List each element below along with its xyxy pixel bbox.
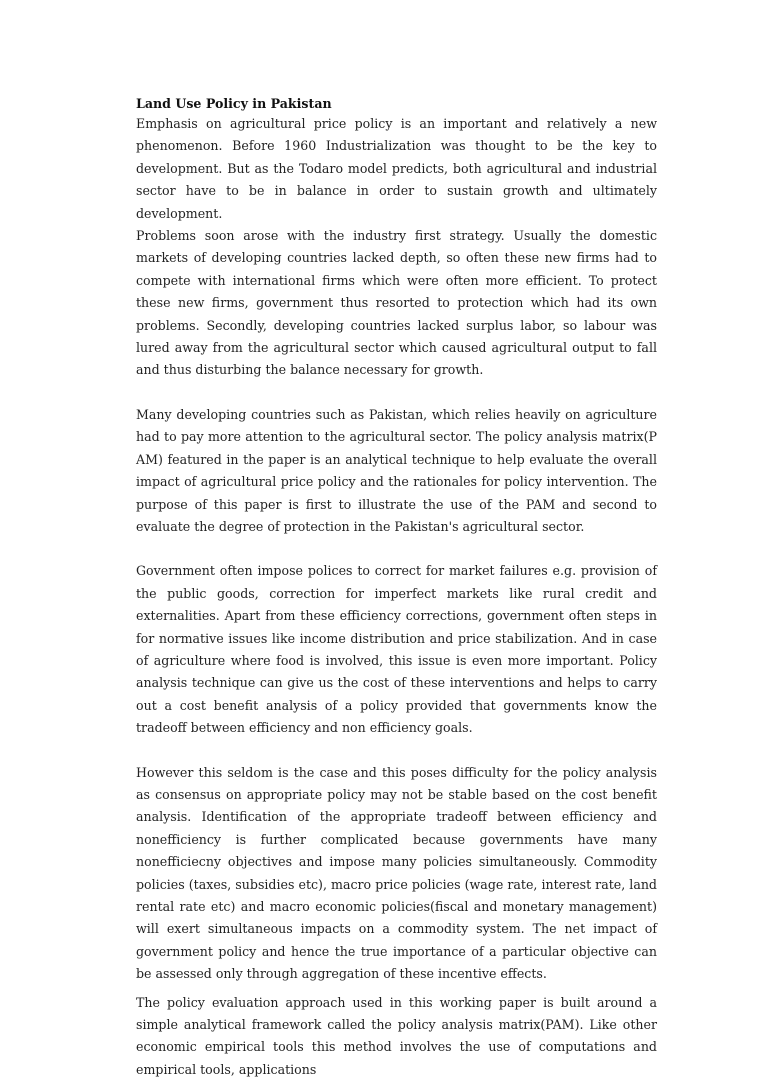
document-title: Land Use Policy in Pakistan bbox=[136, 96, 332, 111]
paragraph-2: Problems soon arose with the industry first strategy. Usually the domestic markets of developing countries lacked depth, so often these new firms had to compete with international firms which were often more efficient. To protect these new firms, government thus resorted to protection which had its own problems. Secondly, developing countries lacked surplus labor, so labour was lured away from the agricultural sector which caused agricultural output to fall and thus disturbing the balance necessary for growth. bbox=[136, 228, 657, 378]
paragraph-5: However this seldom is the case and this poses difficulty for the policy analysis as consensus on appropriate policy may not be stable based on the cost benefit analysis. Identification of the appropriate tradeoff between efficiency and nonefficiency is further complicated because governments have many nonefficiecny objectives and impose many policies simultaneously. Commodity policies (taxes, subsidies etc), macro price policies (wage rate, interest rate, land rental rate etc) and macro economic policies(fiscal and monetary management) will exert simultaneous impacts on a commodity system. The net impact of government policy and hence the true importance of a particular objective can be assessed only through aggregation of these incentive effects. bbox=[136, 764, 657, 982]
document-body bbox=[136, 95, 657, 1081]
paragraph-spacer bbox=[136, 740, 657, 762]
paragraph-3: Many developing countries such as Pakistan, which relies heavily on agriculture had to pay more attention to the agricultural sector. The policy analysis matrix(P AM) featured in the paper is an analytical technique to help evaluate the overall impact of agricultural price policy and the rationales for policy intervention. The purpose of this paper is first to illustrate the use of the PAM and second to evaluate the degree of protection in the Pakistan's agricultural sector. bbox=[136, 406, 657, 534]
paragraph-4: Government often impose polices to correct for market failures e.g. provision of the public goods, correction for imperfect markets like rural credit and externalities. Apart from these efficiency corrections, government often steps in for normative issues like income distribution and price stabilization. And in case of agriculture where food is involved, this issue is even more important. Policy analysis technique can give us the cost of these interventions and helps to carry out a cost benefit analysis of a policy provided that governments know the tradeoff between efficiency and non efficiency goals. bbox=[136, 563, 657, 736]
paragraph-1: Emphasis on agricultural price policy is an important and relatively a new phenomenon. Before 1960 Industrialization was thought to be the key to development. But as the Todaro model predicts, both agricultural and industrial sector have to be in balance in order to sustain growth and ultimately development. bbox=[136, 116, 657, 221]
paragraph-6: The policy evaluation approach used in this working paper is built around a simple analytical framework called the policy analysis matrix(PAM). Like other economic empirical tools this method involves the use of computations and empirical tools, applications bbox=[136, 994, 657, 1077]
paragraph-spacer bbox=[136, 538, 657, 560]
paragraph-spacer bbox=[136, 382, 657, 404]
